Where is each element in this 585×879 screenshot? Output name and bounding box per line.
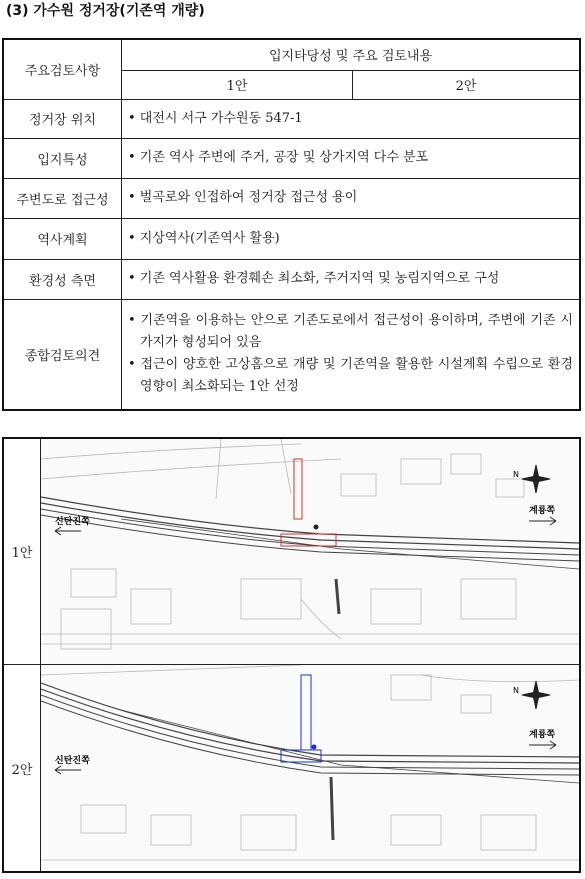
right-direction-label: 계룡쪽 [529, 730, 556, 740]
map-option-2 [41, 665, 579, 871]
map-option-1 [41, 439, 579, 664]
map-row-option-2 [4, 665, 579, 871]
review-table [2, 38, 581, 411]
row-label: 입지특성 [3, 138, 122, 178]
left-direction-label: 신탄진쪽 [55, 517, 90, 527]
map-label-option-2: 2안 [4, 665, 41, 871]
row-label: 역사계획 [3, 218, 122, 259]
map-label-option-1: 1안 [4, 439, 41, 664]
map-row-option-1 [4, 439, 579, 665]
bullet-text: • 기존 역사활용 환경훼손 최소화, 주거지역 및 농림지역으로 구성 [128, 271, 500, 286]
bullet-text: • 지상역사(기존역사 활용) [128, 230, 280, 246]
row-content [122, 259, 581, 299]
row-content [122, 178, 581, 218]
row-label: 환경성 측면 [3, 259, 122, 299]
row-content [122, 299, 581, 410]
header-option-1: 1안 [122, 70, 353, 99]
row-label: 주변도로 접근성 [3, 178, 122, 218]
station-maps [2, 437, 581, 873]
row-content [122, 138, 581, 178]
section-title: (3) 가수원 정거장(기존역 개량) [6, 3, 205, 19]
row-content [122, 99, 581, 138]
bullet-text: • 접근이 양호한 고상홈으로 개량 및 기존역을 활용한 시설계획 수립으로 환경영향이 최소화되는 1안 선정 [128, 357, 573, 395]
row-label: 정거장 위치 [3, 99, 122, 138]
bullet-text: • 기존역을 이용하는 안으로 기존도로에서 접근성이 용이하며, 주변에 기존 시가지가 형성되어 있음 [128, 313, 573, 351]
row-content [122, 218, 581, 259]
left-direction-label: 신탄진쪽 [55, 756, 90, 766]
right-direction-label: 계룡쪽 [529, 506, 556, 516]
header-item: 주요검토사항 [3, 39, 122, 99]
bullet-text: • 기존 역사 주변에 주거, 공장 및 상가지역 다수 분포 [128, 150, 429, 165]
north-label: N [513, 686, 519, 695]
bullet-text: • 벌곡로와 인접하여 정거장 접근성 용이 [128, 190, 358, 205]
header-main: 입지타당성 및 주요 검토내용 [122, 39, 581, 70]
north-label: N [513, 470, 519, 479]
bullet-text: • 대전시 서구 가수원동 547-1 [128, 110, 303, 126]
row-label: 종합검토의견 [3, 299, 122, 410]
header-option-2: 2안 [353, 70, 581, 99]
